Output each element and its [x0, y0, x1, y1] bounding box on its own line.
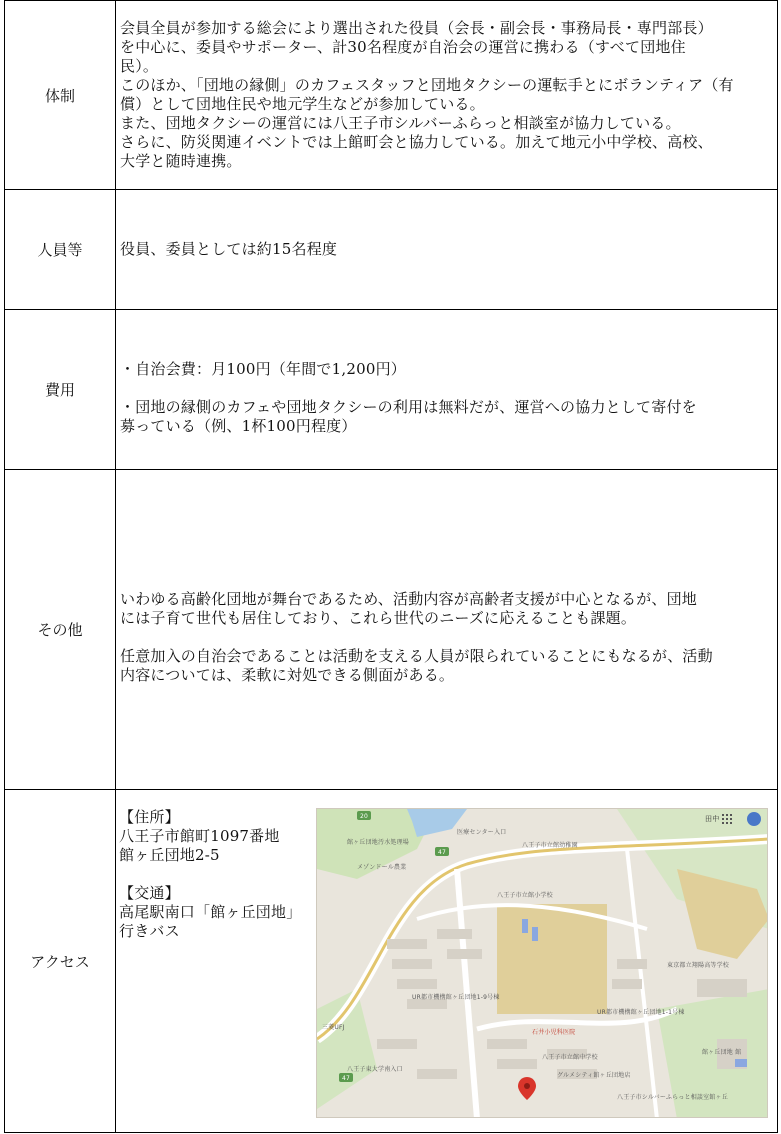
sonota-p1-line-2: には子育て世代も居住しており、これら世代のニーズに応えることも課題。: [120, 609, 637, 627]
grid-dot: [726, 814, 728, 816]
sonota-p1-line-1: いわゆる高齢化団地が舞台であるため、活動内容が高齢者支援が中心となるが、団地: [120, 590, 698, 608]
label-jinin: 人員等: [5, 190, 116, 310]
hiyo-gap: [120, 379, 773, 398]
hiyo-item-1: ・自治会費：月100円（年間で1,200円）: [120, 359, 406, 378]
map-label-center: 医療センター入口: [457, 829, 507, 836]
route-20-label: 20: [360, 813, 369, 820]
building: [487, 1039, 527, 1049]
taisei-line-1: 会員全員が参加する総会により選出された役員（会長・副会長・事務局長・専門部長）: [120, 19, 713, 37]
taisei-line-3: 民）。: [120, 57, 159, 75]
sonota-gap: [120, 628, 773, 647]
grid-dot: [730, 818, 732, 820]
grid-dot: [722, 822, 724, 824]
sonota-p2-line-1: 任意加入の自治会であることは活動を支える人員が限られていることにもなるが、活動: [120, 647, 713, 665]
label-hiyo: 費用: [5, 310, 116, 470]
taisei-line-5: 償）として団地住民や地元学生などが参加している。: [120, 95, 485, 113]
jinin-text: 役員、委員としては約15名程度: [120, 240, 338, 258]
blue-building: [522, 919, 528, 933]
row-jinin: [5, 190, 778, 310]
info-table: [4, 0, 778, 1133]
access-wrap: [116, 790, 777, 1132]
label-taisei: 体制: [5, 1, 116, 190]
label-access: アクセス: [5, 790, 116, 1133]
row-access: [5, 790, 778, 1133]
content-hiyo: [116, 310, 778, 470]
blue-building: [532, 927, 538, 941]
taisei-line-7: さらに、防災関連イベントでは上館町会と協力している。加えて地元小中学校、高校、: [120, 133, 713, 151]
building: [377, 1039, 417, 1049]
address-heading: 【住所】: [119, 808, 180, 826]
map-label-maison: メゾンドール農業: [357, 864, 407, 871]
taisei-line-6: また、団地タクシーの運営には八王子市シルバーふらっと相談室が協力している。: [120, 114, 681, 132]
building: [437, 929, 472, 939]
route-47a-label: 47: [438, 849, 447, 856]
hiyo-item-2-line-1: ・団地の縁側のカフェや団地タクシーの利用は無料だが、運営への協力として寄付を: [120, 397, 697, 416]
school-ground: [497, 904, 607, 1014]
building: [417, 1069, 457, 1079]
transport-line-1: 高尾駅南口「館ヶ丘団地」: [119, 903, 302, 921]
apps-grid-icon[interactable]: [722, 814, 732, 824]
profile-avatar-icon[interactable]: [747, 812, 761, 826]
map-label-clinic: 石井小児科医院: [532, 1029, 576, 1036]
building: [497, 1059, 537, 1069]
taisei-line-8: 大学と随時連携。: [120, 152, 242, 170]
map-label-sewage: 館ヶ丘団地汚水処理場: [347, 839, 410, 846]
content-taisei: [116, 1, 778, 190]
route-47b-label: 47: [342, 1075, 351, 1082]
grid-dot: [730, 822, 732, 824]
grid-dot: [726, 822, 728, 824]
document-sheet: [4, 0, 778, 1132]
building: [697, 979, 747, 997]
building: [447, 949, 482, 959]
map-label-jr: 八王子市立館中学校: [542, 1054, 598, 1061]
access-text: [119, 808, 301, 941]
map-svg: [317, 809, 768, 1118]
hiyo-item-2-line-2: 募っている（例、1杯100円程度）: [120, 416, 357, 435]
map-label-ur1: UR都市機構館ヶ丘団地1-9号棟: [412, 994, 500, 1001]
row-sonota: [5, 470, 778, 790]
map-label-ur2: UR都市機構館ヶ丘団地1-1号棟: [597, 1009, 685, 1016]
grid-dot: [722, 814, 724, 816]
row-hiyo: [5, 310, 778, 470]
taisei-line-4: このほか、「団地の縁側」のカフェスタッフと団地タクシーの運転手とにボランティア（有: [120, 76, 734, 94]
sonota-p2-line-2: 内容については、柔軟に対処できる側面がある。: [120, 666, 455, 684]
map-label-hosp: 八王子東大学南入口: [347, 1066, 403, 1073]
blue-building: [735, 1059, 747, 1067]
address-line-1: 八王子市館町1097番地: [119, 827, 280, 845]
building: [392, 959, 432, 969]
map-label-top-right: 田中: [705, 815, 720, 823]
grid-dot: [730, 814, 732, 816]
map-label-kindergarten: 八王子市立館幼稚園: [522, 842, 578, 849]
building: [397, 979, 437, 989]
grid-dot: [722, 818, 724, 820]
label-sonota: その他: [5, 470, 116, 790]
map-label-gourmet: グルメシティ館ヶ丘団地店: [557, 1072, 631, 1079]
grid-dot: [726, 818, 728, 820]
map-label-silver: 八王子市シルバーふらっと相談室館ヶ丘: [617, 1094, 728, 1101]
transport-line-2: 行きバス: [119, 922, 180, 940]
taisei-line-2: を中心に、委員やサポーター、計30名程度が自治会の運営に携わる（すべて団地住: [120, 38, 686, 56]
map-label-bldg: 館ヶ丘団地 館: [702, 1049, 742, 1056]
content-access: [116, 790, 778, 1133]
address-line-2: 館ヶ丘団地2-5: [119, 846, 220, 864]
building: [617, 959, 647, 969]
transport-heading: 【交通】: [119, 884, 180, 902]
content-jinin: [116, 190, 778, 310]
row-taisei: [5, 1, 778, 190]
location-pin-dot: [524, 1083, 530, 1089]
building: [612, 979, 642, 989]
area-map[interactable]: [316, 808, 768, 1118]
map-label-mitsubishi: 三菱UFJ: [322, 1024, 345, 1031]
building: [387, 939, 427, 949]
map-label-school: 八王子市立館小学校: [497, 892, 553, 899]
access-gap: [119, 865, 301, 884]
content-sonota: [116, 470, 778, 790]
map-label-highschool: 東京都立翔陽高等学校: [667, 962, 730, 969]
